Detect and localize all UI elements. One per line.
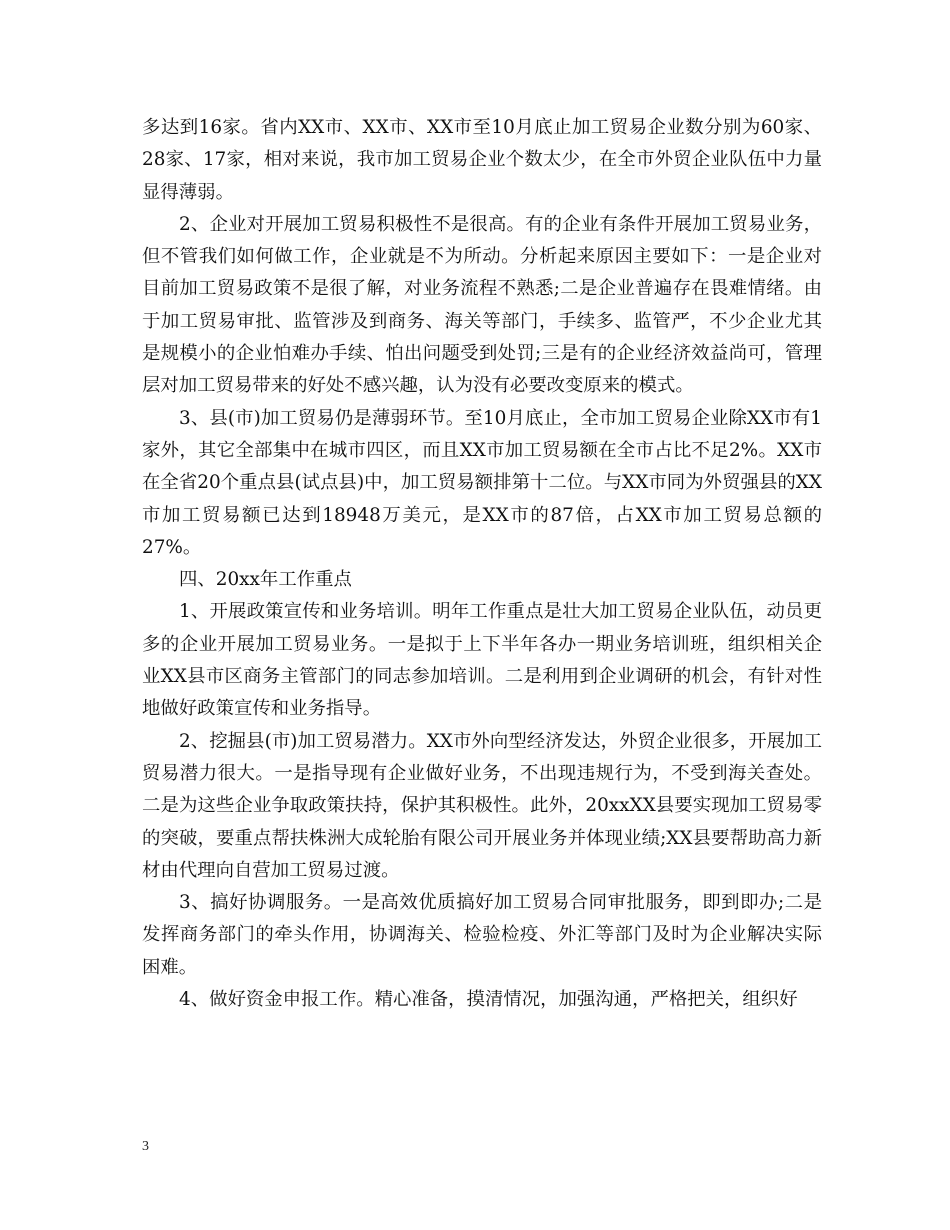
section-heading-work-focus: 四、20xx年工作重点 (179, 569, 352, 591)
paragraph-fund-application: 4、做好资金申报工作。精心准备，摸清情况，加强沟通，严格把关，组织好 (179, 989, 798, 1011)
body-text (142, 112, 822, 1016)
paragraph-coordination-service: 3、搞好协调服务。一是高效优质搞好加工贸易合同审批服务，即到即办;二是发挥商务部门的牵头作用，协调海关、检验检疫、外汇等部门及时为企业解决实际困难。 (142, 892, 822, 978)
paragraph-county-weak-link: 3、县(市)加工贸易仍是薄弱环节。至10月底止，全市加工贸易企业除XX市有1家外，其它全部集中在城市四区，而且XX市加工贸易额在全市占比不足2%。XX市在全省20个重点县(试点县)中，加工贸易额排第十二位。与XX市同为外贸强县的XX市加工贸易额已达到18948万美元，是XX市的87倍，占XX市加工贸易总额的27%。 (142, 407, 822, 558)
paragraph-county-potential: 2、挖掘县(市)加工贸易潜力。XX市外向型经济发达，外贸企业很多，开展加工贸易潜力很大。一是指导现有企业做好业务，不出现违规行为，不受到海关查处。二是为这些企业争取政策扶持，保护其积极性。此外，20xxXX县要实现加工贸易零的突破，要重点帮扶株洲大成轮胎有限公司开展业务并体现业绩;XX县要帮助高力新材由代理向自营加工贸易过渡。 (142, 730, 822, 881)
page-number: 3 (142, 1139, 149, 1154)
paragraph-continuation: 多达到16家。省内XX市、XX市、XX市至10月底止加工贸易企业数分别为60家、28家、17家，相对来说，我市加工贸易企业个数太少，在全市外贸企业队伍中力量显得薄弱。 (142, 117, 822, 203)
paragraph-policy-training: 1、开展政策宣传和业务培训。明年工作重点是壮大加工贸易企业队伍，动员更多的企业开展加工贸易业务。一是拟于上下半年各办一期业务培训班，组织相关企业XX县市区商务主管部门的同志参加培训。二是利用到企业调研的机会，有针对性地做好政策宣传和业务指导。 (142, 601, 822, 720)
paragraph-enterprise-enthusiasm: 2、企业对开展加工贸易积极性不是很高。有的企业有条件开展加工贸易业务，但不管我们如何做工作，企业就是不为所动。分析起来原因主要如下：一是企业对目前加工贸易政策不是很了解，对业务流程不熟悉;二是企业普遍存在畏难情绪。由于加工贸易审批、监管涉及到商务、海关等部门，手续多、监管严，不少企业尤其是规模小的企业怕难办手续、怕出问题受到处罚;三是有的企业经济效益尚可，管理层对加工贸易带来的好处不感兴趣，认为没有必要改变原来的模式。 (142, 213, 822, 397)
